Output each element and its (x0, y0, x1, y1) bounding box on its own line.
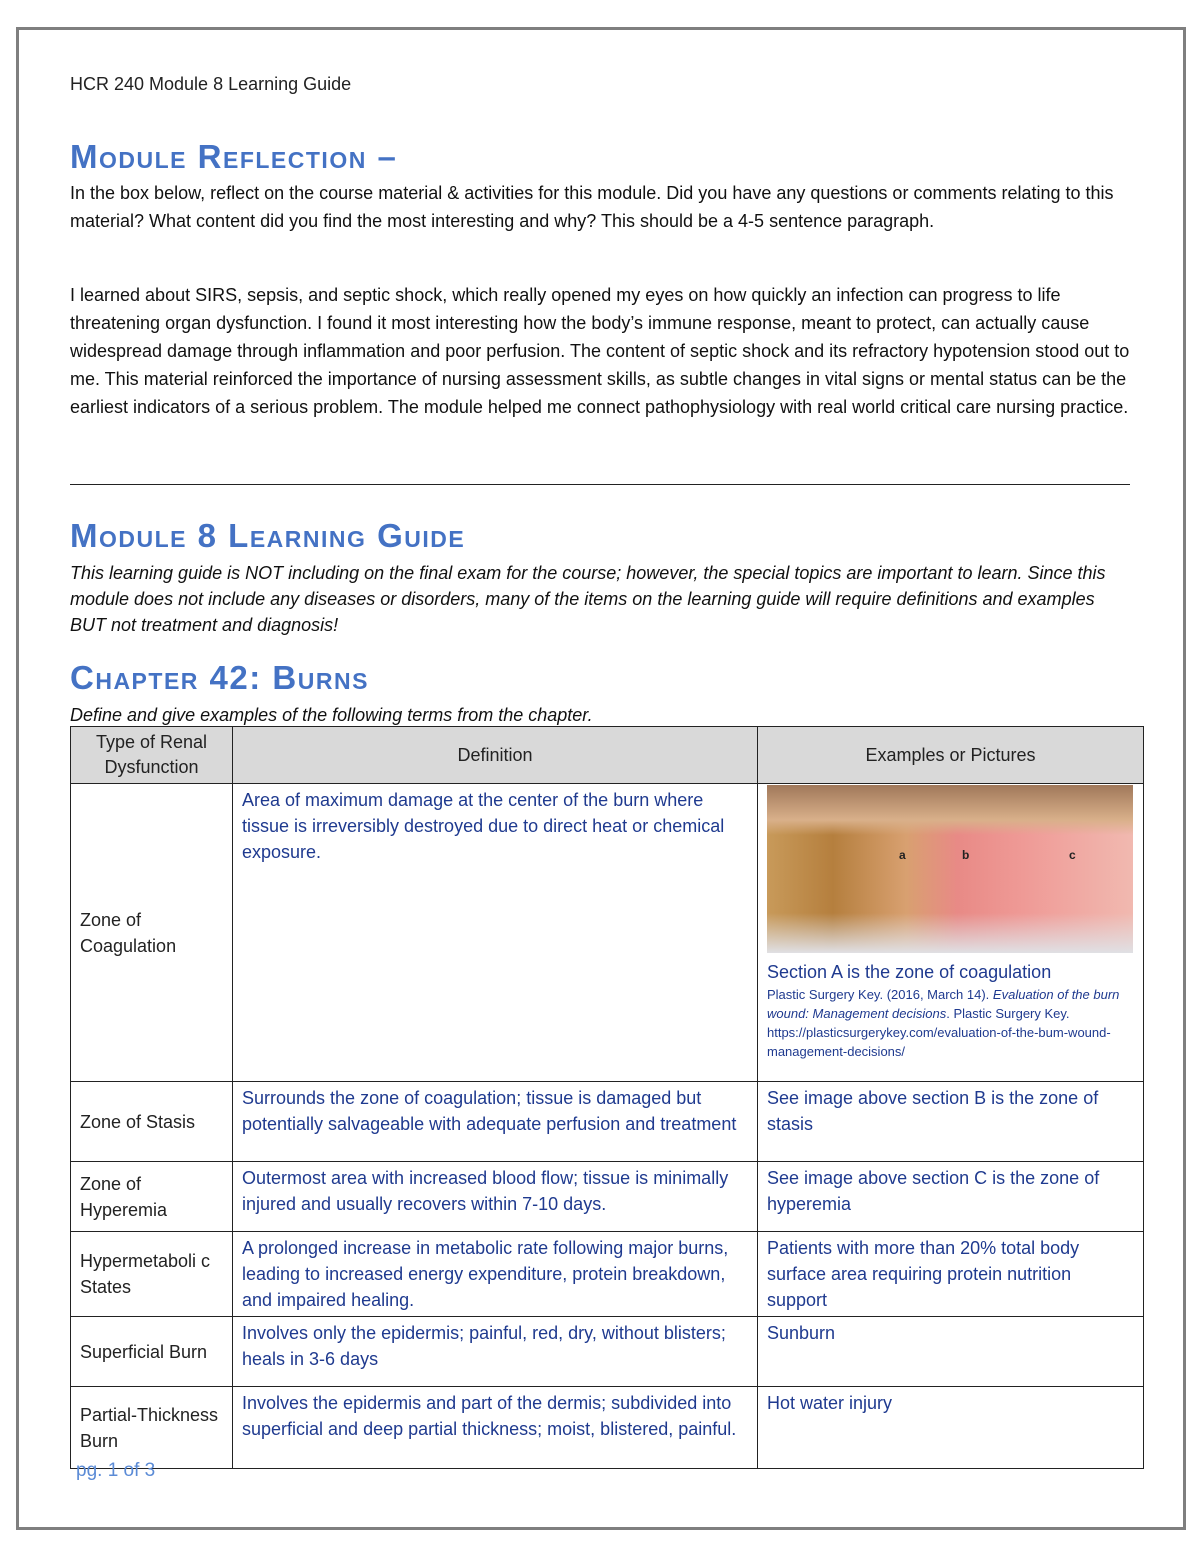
definition-cell: Surrounds the zone of coagulation; tissue is damaged but potentially salvageable with adequate perfusion and treatment (233, 1082, 758, 1162)
photo-label-b: b (962, 848, 970, 862)
table-header-row (71, 727, 1144, 784)
term-cell: Superficial Burn (71, 1317, 233, 1387)
definition-cell: Involves the epidermis and part of the dermis; subdivided into superficial and deep partial thickness; moist, blistered, painful. (233, 1387, 758, 1469)
image-citation: Plastic Surgery Key. (2016, March 14). Evaluation of the burn wound: Management decisions. Plastic Surgery Key. https://plasticsurgerykey.com/evaluation-of-the-bum-wound-management-decisions/ (767, 987, 1120, 1059)
reflection-prompt: In the box below, reflect on the course material & activities for this module. Did you have any questions or comments relating to this material? What content did you find the most interesting and why? This should be a 4-5 sentence paragraph. (70, 183, 1114, 231)
term-cell: Zone of Stasis (71, 1082, 233, 1162)
reflection-answer: I learned about SIRS, sepsis, and septic shock, which really opened my eyes on how quickly an infection can progress to life threatening organ dysfunction. I found it most interesting how the body’s immune response, meant to protect, can actually cause widespread damage through inflammation and poor perfusion. The content of septic shock and its refractory hypotension stood out to me. This material reinforced the importance of nursing assessment skills, as subtle changes in vital signs or mental status can be the earliest indicators of a serious problem. The module helped me connect pathophysiology with real world critical care nursing practice. (70, 285, 1130, 417)
table-row (71, 1317, 1144, 1387)
table-row (71, 1387, 1144, 1469)
term-cell: Hypermetaboli c States (71, 1232, 233, 1317)
chapter-instruction: Define and give examples of the following terms from the chapter. (70, 705, 593, 725)
definition-cell: A prolonged increase in metabolic rate following major burns, leading to increased energy expenditure, protein breakdown, and impaired healing. (233, 1232, 758, 1317)
page-number: pg. 1 of 3 (76, 1460, 156, 1481)
term-cell: Zone of Hyperemia (71, 1162, 233, 1232)
burn-zones-photo (767, 785, 1133, 953)
photo-label-a: a (899, 848, 906, 862)
table-row (71, 784, 1144, 1082)
column-header: Type of Renal Dysfunction (71, 727, 233, 784)
definition-cell: Outermost area with increased blood flow; tissue is minimally injured and usually recovers within 7-10 days. (233, 1162, 758, 1232)
example-cell: See image above section B is the zone of stasis (758, 1082, 1144, 1162)
example-cell: Hot water injury (758, 1387, 1144, 1469)
column-header: Definition (233, 727, 758, 784)
learning-guide-heading: Module 8 Learning Guide (70, 517, 466, 554)
example-cell: Patients with more than 20% total body surface area requiring protein nutrition support (758, 1232, 1144, 1317)
example-cell: See image above section C is the zone of hyperemia (758, 1162, 1144, 1232)
burns-table (70, 726, 1144, 1469)
module-reflection-heading: Module Reflection – (70, 138, 398, 175)
column-header: Examples or Pictures (758, 727, 1144, 784)
definition-cell: Involves only the epidermis; painful, red, dry, without blisters; heals in 3-6 days (233, 1317, 758, 1387)
definition-cell: Area of maximum damage at the center of the burn where tissue is irreversibly destroyed due to direct heat or chemical exposure. (233, 784, 758, 1082)
term-cell: Partial-Thickness Burn (71, 1387, 233, 1469)
photo-caption: Section A is the zone of coagulation (767, 962, 1052, 982)
table-row (71, 1162, 1144, 1232)
table-row (71, 1082, 1144, 1162)
running-header: HCR 240 Module 8 Learning Guide (70, 74, 352, 94)
example-cell (758, 784, 1144, 1082)
divider (70, 484, 1130, 485)
table-row (71, 1232, 1144, 1317)
learning-guide-intro: This learning guide is NOT including on the final exam for the course; however, the special topics are important to learn. Since this module does not include any diseases or disorders, many of the items on the learning guide will require definitions and examples BUT not treatment and diagnosis! (70, 563, 1106, 635)
chapter-heading: Chapter 42: Burns (70, 659, 369, 696)
term-cell: Zone of Coagulation (71, 784, 233, 1082)
photo-label-c: c (1069, 848, 1076, 862)
example-cell: Sunburn (758, 1317, 1144, 1387)
